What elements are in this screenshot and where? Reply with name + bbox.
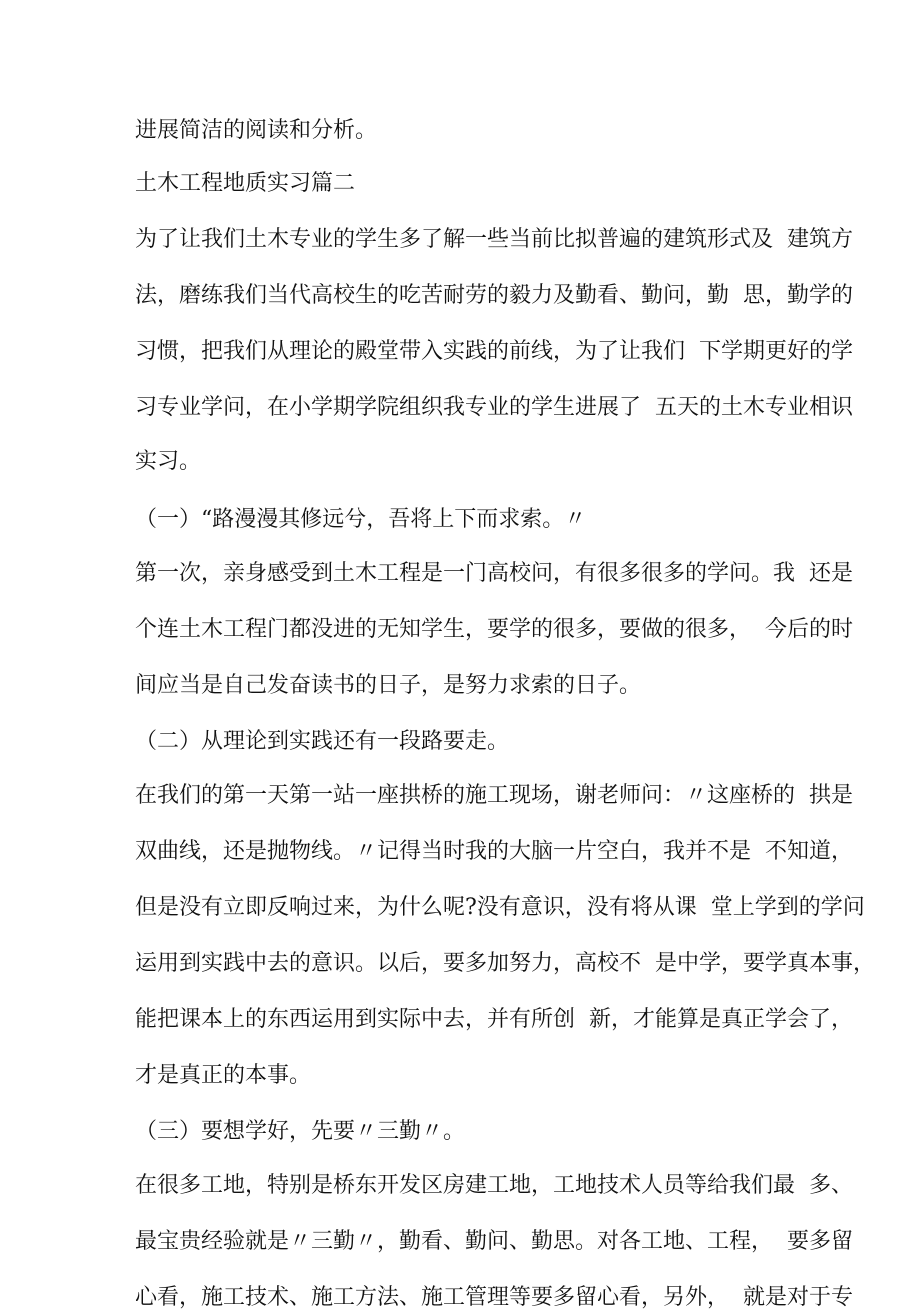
text-line: 为了让我们土木专业的学生多了解一些当前比拟普遍的建筑形式及 建筑方 bbox=[135, 227, 853, 252]
text-line: 习专业学问，在小学期学院组织我专业的学生进展了 五天的土木专业相识 bbox=[135, 395, 853, 420]
text-line: 法，磨练我们当代高校生的吃苦耐劳的毅力及勤看、勤问，勤 思，勤学的 bbox=[135, 283, 853, 308]
text-line: 但是没有立即反响过来，为什么呢?没有意识，没有将从课 堂上学到的学问 bbox=[135, 895, 865, 920]
text-line: 能把课本上的东西运用到实际中去，并有所创 新，才能算是真正学会了， bbox=[135, 1007, 853, 1032]
text-line: 最宝贵经验就是〃三勤〃，勤看、勤问、勤思。对各工地、工程， 要多留 bbox=[135, 1229, 853, 1254]
text-line: 运用到实践中去的意识。以后，要多加努力，高校不 是中学，要学真本事， bbox=[135, 951, 875, 976]
section-heading: 土木工程地质实习篇二 bbox=[135, 171, 356, 196]
text-line: 在很多工地，特别是桥东开发区房建工地，工地技术人员等给我们最 多、 bbox=[135, 1173, 853, 1198]
text-line: 间应当是自己发奋读书的日子，是努力求索的日子。 bbox=[135, 673, 642, 698]
subheading: （三）要想学好，先要〃三勤〃。 bbox=[135, 1119, 466, 1144]
text-line: 习惯，把我们从理论的殿堂带入实践的前线，为了让我们 下学期更好的学 bbox=[135, 339, 853, 364]
subheading: （一）“路漫漫其修远兮，吾将上下而求索。〃 bbox=[135, 507, 587, 532]
text-line: 在我们的第一天第一站一座拱桥的施工现场，谢老师问：〃这座桥的 拱是 bbox=[135, 783, 853, 808]
text-line: 才是真正的本事。 bbox=[135, 1063, 312, 1088]
subheading: （二）从理论到实践还有一段路要走。 bbox=[135, 729, 510, 754]
text-line: 第一次，亲身感受到土木工程是一门高校问，有很多很多的学问。我 还是 bbox=[135, 561, 853, 586]
text-line: 个连土木工程门都没进的无知学生，要学的很多，要做的很多， 今后的时 bbox=[135, 617, 853, 642]
text-line: 心看，施工技术、施工方法、施工管理等要多留心看，另外， 就是对于专 bbox=[135, 1285, 853, 1310]
text-line: 进展简洁的阅读和分析。 bbox=[135, 118, 378, 143]
text-line: 双曲线，还是抛物线。〃记得当时我的大脑一片空白，我并不是 不知道， bbox=[135, 839, 853, 864]
text-line: 实习。 bbox=[135, 449, 202, 474]
